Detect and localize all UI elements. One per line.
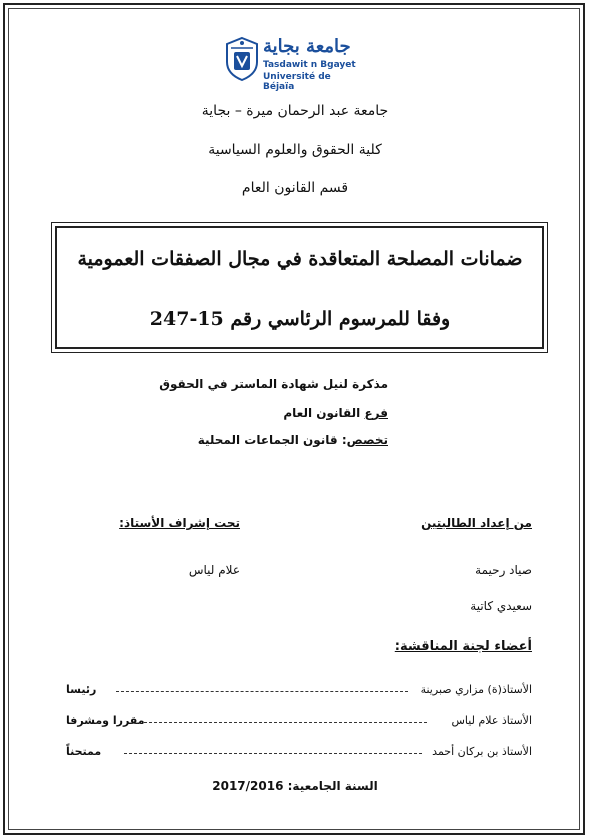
supervisor-name: علام لياس	[188, 563, 240, 577]
committee-member-name: الأستاذ علام لياس	[451, 714, 532, 727]
branch-value: القانون العام	[283, 406, 365, 420]
dotted-leader	[124, 753, 422, 754]
specialty-label: تخصص	[346, 433, 388, 447]
university-emblem-icon	[225, 36, 259, 82]
thesis-title-line-1: ضمانات المصلحة المتعاقدة في مجال الصفقات العمومية	[77, 248, 523, 270]
logo-line-1: Tasdawit n Bgayet	[263, 60, 356, 70]
branch-line	[283, 406, 388, 420]
degree-statement: مذكرة لنيل شهادة الماستر في الحقوق	[159, 377, 388, 391]
committee-member-row	[66, 683, 532, 699]
committee-member-role: ممتحناً	[66, 745, 102, 758]
supervisor-label: تحت إشراف الأستاذ:	[119, 516, 240, 530]
logo-arabic-name: جامعة بجاية	[263, 36, 351, 57]
committee-member-name: الأستاذ بن بركان أحمد	[432, 745, 532, 758]
title-box-inner	[55, 226, 544, 349]
specialty-line	[198, 433, 388, 447]
academic-year: السنة الجامعية: 2017/2016	[212, 779, 378, 793]
student-name-1: صياد رحيمة	[475, 563, 532, 577]
department-name: قسم القانون العام	[241, 180, 349, 196]
committee-member-row	[66, 745, 532, 761]
thesis-title-line-2: وفقا للمرسوم الرئاسي رقم 15-247	[149, 308, 451, 330]
committee-member-row	[66, 714, 532, 730]
logo-line-2: Université de Béjaïa	[263, 72, 331, 92]
student-name-2: سعيدي كاتية	[470, 599, 532, 613]
committee-member-role: مقررا ومشرفا	[66, 714, 145, 727]
dotted-leader	[144, 722, 427, 723]
dotted-leader	[116, 691, 408, 692]
committee-label: أعضاء لجنة المناقشة:	[394, 639, 532, 654]
specialty-value: : قانون الجماعات المحلية	[197, 433, 347, 447]
branch-label: فرع	[364, 406, 388, 420]
prepared-by-label: من إعداد الطالبتين	[421, 516, 532, 530]
faculty-name: كلية الحقوق والعلوم السياسية	[208, 142, 382, 158]
committee-member-role: رئيسا	[66, 683, 97, 696]
university-name: جامعة عبد الرحمان ميرة – بجاية	[201, 103, 389, 119]
committee-member-name: الأستاذ(ة) مزاري صبرينة	[420, 683, 532, 696]
university-logo	[225, 36, 365, 92]
